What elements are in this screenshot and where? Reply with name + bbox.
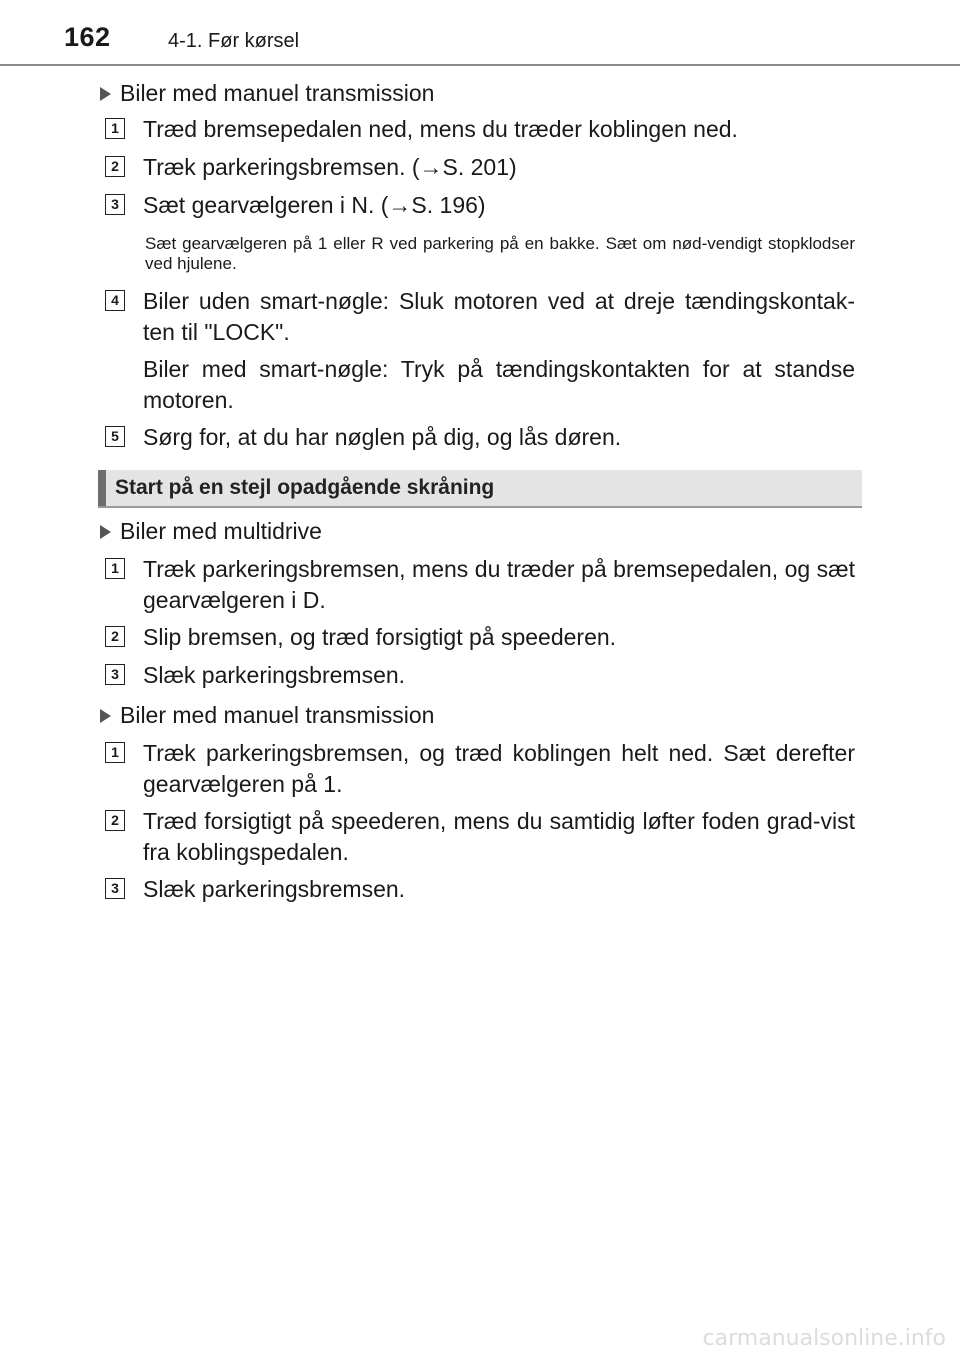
step-text: Træd bremsepedalen ned, mens du træder koblingen ned. — [143, 116, 738, 142]
heading-text: Biler med manuel transmission — [120, 702, 435, 728]
step-number-1: 1 — [105, 742, 125, 763]
banner-accent-bar — [98, 470, 106, 506]
triangle-bullet-icon — [100, 87, 111, 101]
step-extra-text: Biler med smart-nøgle: Tryk på tændingskontakten for at standse motoren. — [143, 356, 855, 413]
step-text: Slip bremsen, og træd forsigtigt på speederen. — [143, 624, 617, 650]
step-text: Sørg for, at du har nøglen på dig, og lås døren. — [143, 424, 622, 450]
step-number-3: 3 — [105, 878, 125, 899]
heading-text: Biler med manuel transmission — [120, 80, 435, 106]
step-number-3: 3 — [105, 194, 125, 215]
step-text: Biler uden smart-nøgle: Sluk motoren ved at dreje tændingskontak-ten til "LOCK". — [143, 288, 855, 345]
step-text: Sæt gearvælgeren i N. (→S. 196) — [143, 192, 486, 218]
step-text: Træk parkeringsbremsen. (→S. 201) — [143, 154, 517, 180]
step-number-4: 4 — [105, 290, 125, 311]
parking-note: Sæt gearvælgeren på 1 eller R ved parkering på en bakke. Sæt om nød-vendigt stopklodser ved hjulene. — [145, 234, 855, 273]
step-text: Slæk parkeringsbremsen. — [143, 662, 406, 688]
page-header — [0, 0, 960, 66]
step-text: Slæk parkeringsbremsen. — [143, 876, 406, 902]
step-number-2: 2 — [105, 626, 125, 647]
triangle-bullet-icon — [100, 525, 111, 539]
step-text: Træk parkeringsbremsen, og træd koblingen helt ned. Sæt derefter gearvælgeren på 1. — [143, 740, 855, 797]
section-title: 4-1. Før kørsel — [168, 30, 300, 52]
step-number-1: 1 — [105, 558, 125, 579]
step-number-3: 3 — [105, 664, 125, 685]
subsection-heading — [120, 702, 434, 729]
watermark: carmanualsonline.info — [702, 1326, 946, 1351]
step-text: Træd forsigtigt på speederen, mens du samtidig løfter foden grad-vist fra koblingspedalen. — [143, 808, 855, 865]
header-divider — [0, 64, 960, 66]
step-number-5: 5 — [105, 426, 125, 447]
step-number-2: 2 — [105, 810, 125, 831]
heading-text: Biler med multidrive — [120, 518, 322, 544]
triangle-bullet-icon — [100, 709, 111, 723]
subsection-heading — [120, 80, 434, 107]
banner-title: Start på en stejl opadgående skråning — [115, 476, 495, 499]
step-text: Træk parkeringsbremsen, mens du træder på bremsepedalen, og sæt gearvælgeren i D. — [143, 556, 855, 613]
page-number: 162 — [64, 22, 111, 52]
subsection-heading — [120, 518, 322, 545]
step-number-1: 1 — [105, 118, 125, 139]
section-banner — [98, 470, 862, 508]
step-number-2: 2 — [105, 156, 125, 177]
